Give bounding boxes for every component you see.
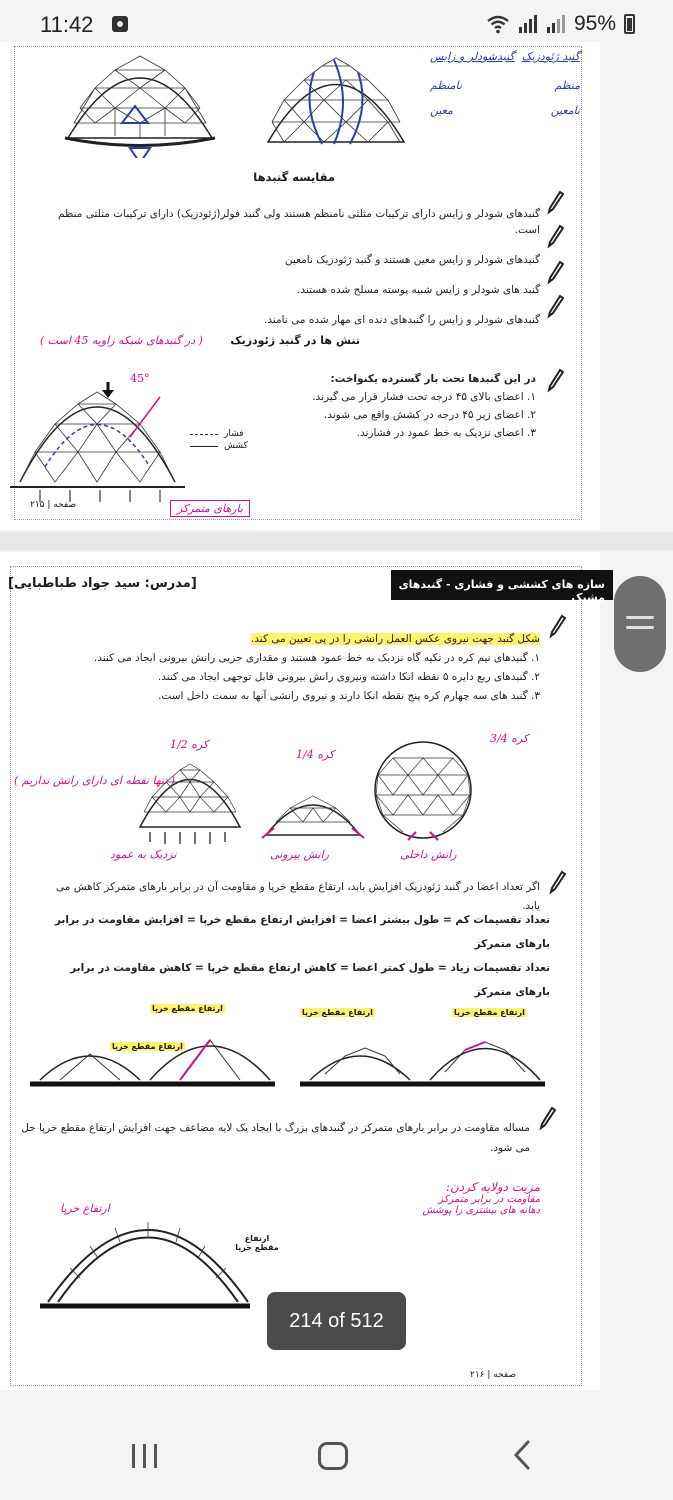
pencil-icon <box>548 614 566 640</box>
page-separator <box>0 532 673 550</box>
handnote-point-loads: بارهای متمرکز <box>170 500 250 517</box>
compare-line-1: گنبدهای شودلر و زایس دارای ترکیبات مثلثی نامنظم هستند ولی گنبد فولر(ژئودزیک) دارای ترکیبات مثلثی منظم است. <box>57 208 540 236</box>
shape-item-2: ۲. گنبدهای ربع دایره ۵ نقطه انکا داشته ونیروی رانش بیرونی قابل توجهی ایجاد می کنند. <box>157 671 540 683</box>
page-number-216: صفحه | ۲۱۶ <box>470 1370 517 1380</box>
header-title: سازه های کششی و فشاری - گنبدهای مشبک <box>391 570 613 600</box>
geodesic-stress-diagram <box>10 362 185 512</box>
handnote-regular: منظم <box>554 79 580 92</box>
label-quarter-sphere: کره 1/4 <box>296 748 335 761</box>
status-indicators <box>486 12 635 36</box>
dome-half-sphere <box>130 752 250 852</box>
handnote-advantages <box>300 1180 540 1216</box>
battery-icon <box>624 14 635 34</box>
page-counter: 214 of 512 <box>267 1292 406 1350</box>
compare-line-4: گنبدهای شودلر و زایس را گنبدهای دنده ای مهار شده می نامند. <box>264 314 540 326</box>
handnote-schwedler: گنبدشودلر و زایس <box>430 50 515 63</box>
notification-app-icon <box>112 16 128 32</box>
stress-legend <box>190 428 248 452</box>
stress-item-3: ۳. اعضای نزدیک به خط عمود در فشارند. <box>356 427 536 439</box>
recents-button[interactable] <box>120 1432 170 1478</box>
back-button[interactable] <box>500 1432 550 1478</box>
header-teacher: [مدرس: سید جواد طباطبایی] <box>8 576 197 591</box>
stress-item-2: ۲. اعضای زیر ۴۵ درجه در کشش واقع می شوند. <box>323 409 536 421</box>
dome-quarter-sphere <box>258 780 368 850</box>
dome-shape-text <box>40 630 540 706</box>
compare-line-3: گنبد های شودلر و زایس شبیه پوسته مسلح شده هستند. <box>297 284 540 296</box>
handnote-determinate: معین <box>430 104 453 117</box>
handnote-angle-45: ( در گنبدهای شبکه زاویه 45 است ) <box>40 334 203 347</box>
truss-label-3: ارتفاع مقطع خرپا <box>302 1008 373 1017</box>
dome-drawing-left <box>60 48 220 158</box>
label-half-sphere: کره 1/2 <box>170 738 209 751</box>
handnote-advantage-1: مقاومت در برابر متمرکز <box>438 1194 540 1205</box>
handnote-truss-height: ارتفاع خرپا <box>60 1202 110 1215</box>
navigation-bar <box>0 1410 673 1500</box>
truss-label-4: ارتفاع مقطع خرپا <box>454 1008 525 1017</box>
rules-block <box>40 908 550 1004</box>
pencil-icon <box>548 870 566 896</box>
label-near-vertical: نزدیک به عمود <box>110 848 177 861</box>
pencil-icon <box>538 1106 556 1132</box>
rule-many-divisions: تعداد تقسیمات زیاد = طول کمتر اعضا = کاهش ارتفاع مقطع خرپا = کاهش مقاومت در برابر بارهای متمرکز <box>70 962 550 998</box>
legend-compression: فشار <box>224 429 244 439</box>
label-inward-thrust: رانش داخلی <box>400 848 457 861</box>
compare-line-2: گنبدهای شودلر و زایس معین هستند و گنبد ژئودزیک نامعین <box>284 254 540 266</box>
stress-subheading: در این گنبدها تحت بار گسترده یکنواخت: <box>330 373 536 385</box>
truss-section-diagram-right <box>300 1012 550 1102</box>
handnote-compare-table <box>430 50 580 117</box>
heading-compare-domes: مقایسه گنبدها <box>253 170 335 184</box>
shape-item-3: ۳. گنبد های سه چهارم کره پنج نقطه انکا دارند و نیروی رانشی آنها به سمت داخل است. <box>158 690 540 702</box>
members-paragraph: اگر تعداد اعضا در گنبد ژئودزیک افزایش یابد، ارتفاع مقطع خرپا و مقاومت آن در برابر بارهای متمرکز کاهش می یابد. <box>56 881 540 912</box>
handnote-indeterminate: نامعین <box>550 104 580 117</box>
handnote-advantage-2: دهانه های بیشتری را پوشش <box>422 1205 540 1216</box>
handnote-no-thrust: ( تنها نقطه ای دارای رانش نداریم ) <box>14 774 176 787</box>
truss-section-diagram-left <box>30 1012 280 1102</box>
label-outward-thrust: رانش بیرونی <box>270 848 329 861</box>
back-chevron-icon <box>500 1432 550 1478</box>
document-page-216[interactable] <box>0 552 605 1390</box>
rule-few-divisions: تعداد تقسیمات کم = طول بیشتر اعضا = افزایش ارتفاع مقطع خرپا = افزایش مقاومت در برابر بارهای متمرکز <box>54 914 550 950</box>
dome-three-quarter-sphere <box>368 740 478 850</box>
intro-line: شکل گنبد جهت نیروی عکس العمل رانشی را در پی تعیین می کند. <box>250 633 540 645</box>
pencil-icons-column <box>546 190 564 400</box>
wifi-icon <box>486 14 510 34</box>
stress-item-1: ۱. اعضای بالای ۴۵ درجه تحت فشار قرار می گیرند. <box>312 391 536 403</box>
status-time: 11:42 <box>40 12 94 37</box>
truss-label-2: ارتفاع مقطع خرپا <box>112 1042 183 1051</box>
angle-label: 45° <box>130 372 150 385</box>
double-layer-dome-diagram <box>40 1198 255 1318</box>
battery-percent: 95% <box>573 12 616 35</box>
page-number-215: صفحه | ۲۱۵ <box>30 500 77 510</box>
legend-tension: کشش <box>224 441 248 451</box>
handnote-irregular: نامنظم <box>430 79 462 92</box>
dome-drawing-right <box>262 52 410 152</box>
label-three-quarter-sphere: کره 3/4 <box>490 732 529 745</box>
stress-list <box>300 370 536 442</box>
shape-item-1: ۱. گنبدهای نیم کره در تکیه گاه نزدیک به خط عمود هستند و مقداری جزیی رانش بیرونی ایجاد می کنند. <box>93 652 540 664</box>
document-page-215[interactable] <box>0 42 600 530</box>
handnote-advantage-title: مزیت دولایه کردن: <box>445 1180 540 1194</box>
heading-geodesic-stress: تنش ها در گنبد ژئودزیک <box>230 334 360 347</box>
signal-icon-2 <box>546 14 566 34</box>
signal-icon <box>518 14 538 34</box>
compare-text-block <box>30 206 540 328</box>
fast-scroll-handle[interactable] <box>614 576 666 672</box>
page-header <box>8 570 613 604</box>
home-button[interactable] <box>308 1432 358 1478</box>
handnote-geodesic: گنبد ژئودزیک <box>521 50 580 63</box>
dome-truss-label: ارتفاع مقطع خرپا <box>235 1234 279 1252</box>
truss-label-1: ارتفاع مقطع خرپا <box>152 1004 223 1013</box>
double-layer-paragraph: مساله مقاومت در برابر بارهای متمرکز در گنبدهای بزرگ با ایجاد یک لایه مضاعف جهت افزایش ارتفاع مقطع خرپا حل می شود. <box>21 1122 530 1154</box>
